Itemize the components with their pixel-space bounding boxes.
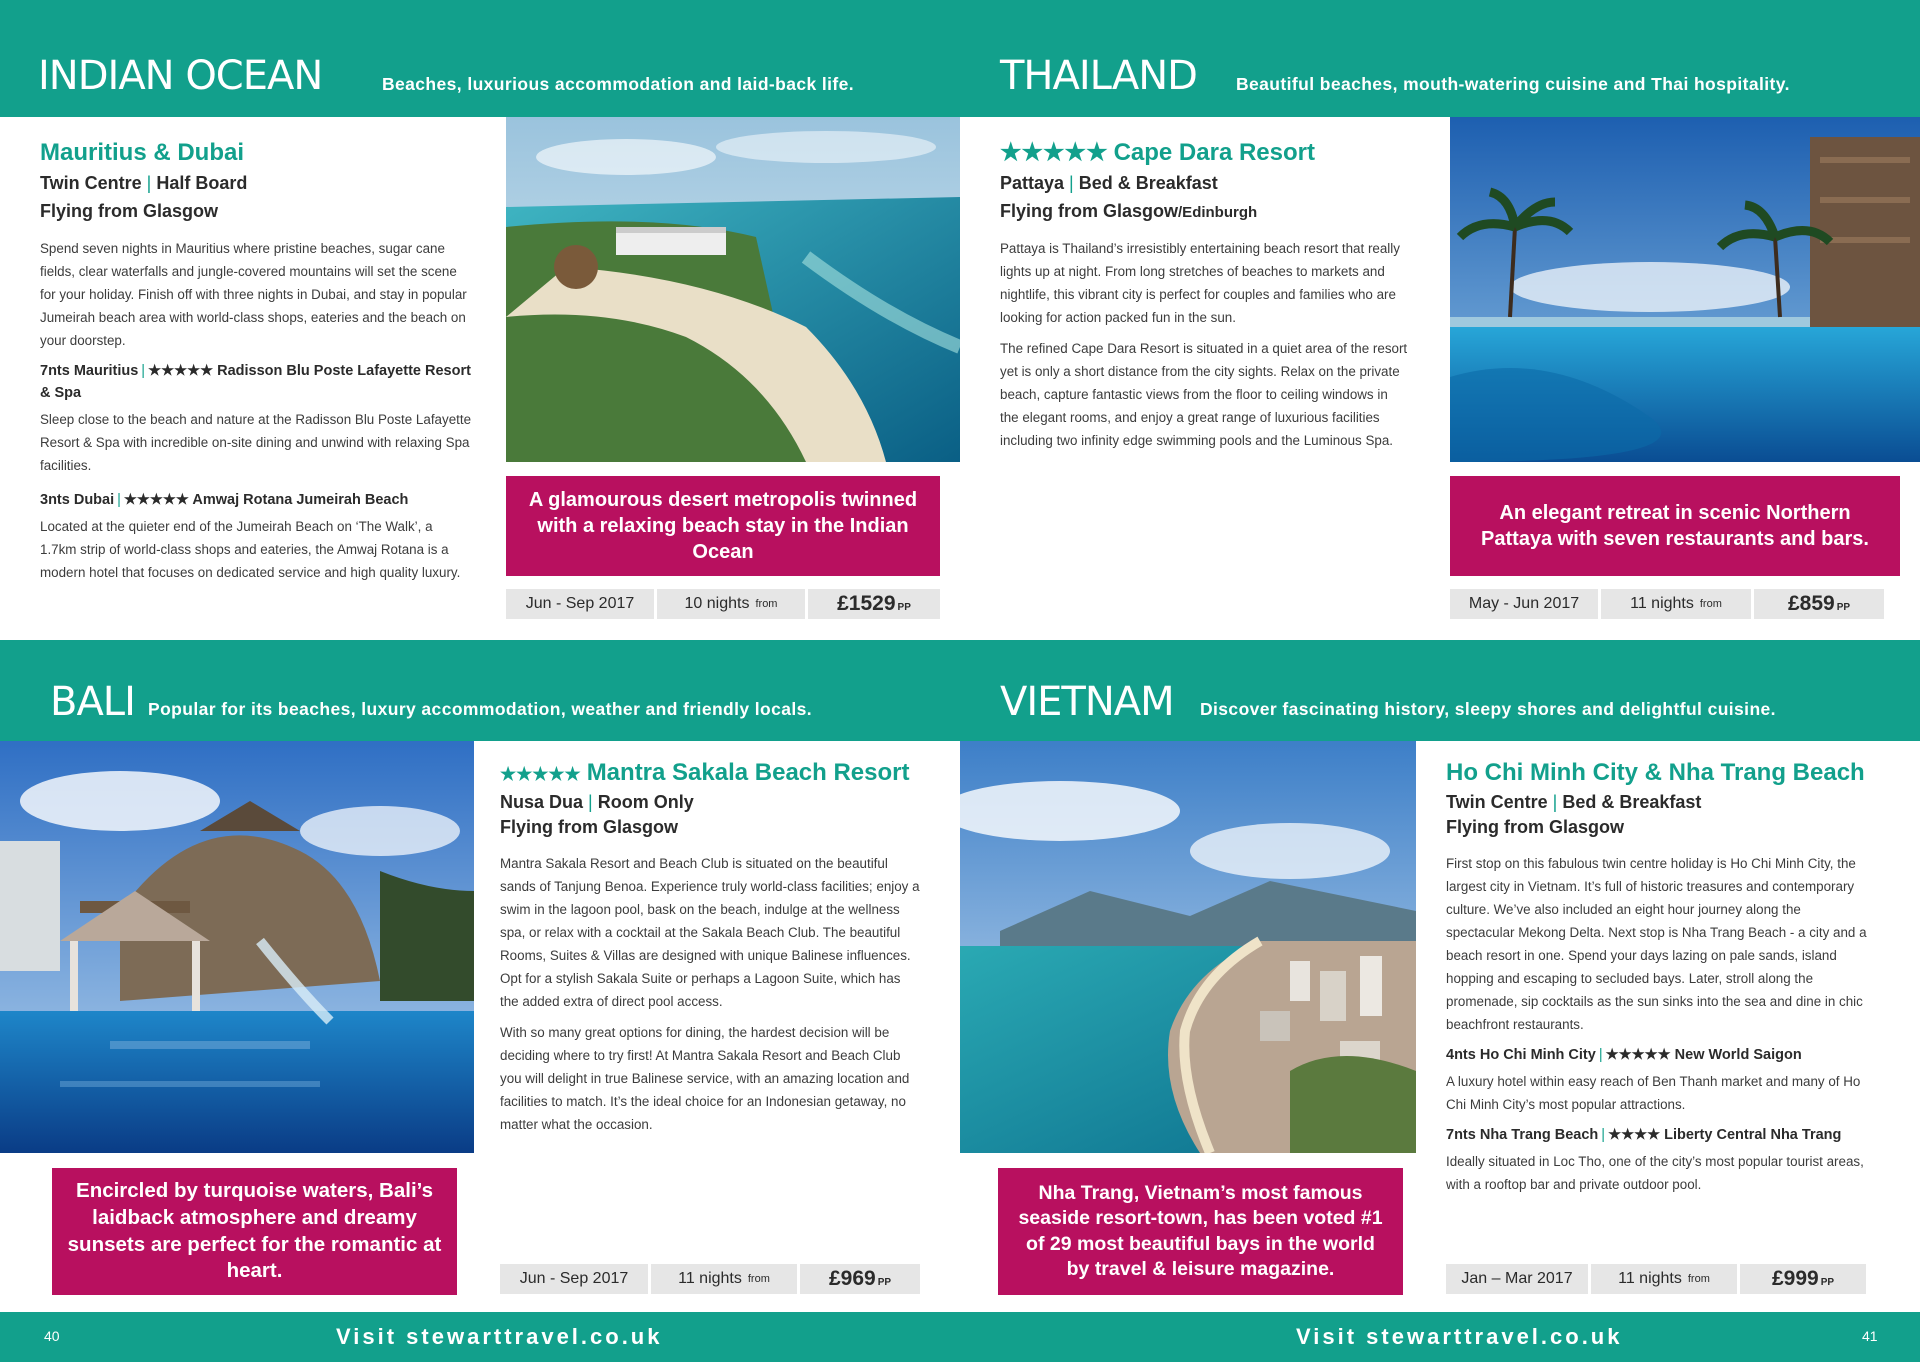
star-rating-icon: ★★★★★: [1605, 1047, 1671, 1063]
thailand-body: [1000, 237, 1410, 460]
stay-nights: 7nts Nha Trang Beach: [1446, 1127, 1599, 1143]
star-rating-icon: ★★★★★: [148, 363, 214, 379]
indian-ocean-title: INDIAN OCEAN: [38, 53, 323, 99]
thailand-para1: Pattaya is Thailand’s irresistibly entertaining beach resort that really lights up at night. From long stretches of beaches to markets and nightlife, this vibrant city is perfect for couples and families who are looking for action packed fun in the sun.: [1000, 241, 1400, 325]
vietnam-board-line: [1446, 793, 1701, 813]
bali-lagoon-pool-photo: [0, 741, 474, 1153]
vietnam-hotel-name: Ho Chi Minh City & Nha Trang Beach: [1446, 759, 1865, 786]
flying-from: Flying from Glasgow: [1000, 201, 1179, 221]
star-rating-icon: ★★★★★: [123, 492, 189, 508]
nights-count: 10 nights from: [657, 589, 805, 619]
price-per-person: £999 PP: [1740, 1264, 1866, 1294]
thailand-title: THAILAND: [1000, 53, 1197, 99]
bali-subtitle: Popular for its beaches, luxury accommodation, weather and friendly locals.: [148, 699, 813, 719]
thailand-board: Bed & Breakfast: [1078, 173, 1218, 193]
indian-ocean-subtitle: Beaches, luxurious accommodation and laid-back life.: [382, 74, 855, 94]
vietnam-subtitle: Discover fascinating history, sleepy shores and delightful cuisine.: [1200, 699, 1776, 719]
bali-flying: Flying from Glasgow: [500, 817, 679, 837]
travel-dates: Jan – Mar 2017: [1446, 1264, 1588, 1294]
hotel-name: Mantra Sakala Beach Resort: [586, 759, 910, 786]
indian-ocean-price-bar: [506, 589, 940, 619]
price-per-person: £969 PP: [800, 1264, 920, 1294]
bali-hotel-name: [500, 760, 910, 786]
star-rating-icon: ★★★★★: [1000, 139, 1108, 166]
nha-trang-bay-photo: [960, 741, 1416, 1153]
separator: |: [1601, 1127, 1606, 1143]
indian-ocean-stay2-heading: [40, 489, 472, 511]
indian-ocean-flying: Flying from Glasgow: [40, 201, 219, 221]
price-per-person: £859 PP: [1754, 589, 1884, 619]
stay-hotel: Amwaj Rotana Jumeirah Beach: [192, 492, 409, 508]
separator: |: [1069, 173, 1074, 193]
indian-ocean-board-line: [40, 174, 247, 194]
price-per-person: £1529 PP: [808, 589, 940, 619]
bali-para2: With so many great options for dining, the hardest decision will be deciding where to try first! At Mantra Sakala Resort and Beach Club you will delight in true Balinese service, with an amazing location and facilities to match. It’s the ideal choice for an Indonesian getaway, no matter what the occasion.: [500, 1025, 910, 1132]
vietnam-body: [1446, 852, 1870, 1204]
website-link-right[interactable]: Visit stewarttravel.co.uk: [1296, 1324, 1623, 1349]
thailand-para2: The refined Cape Dara Resort is situated in a quiet area of the resort yet is only a short distance from the city sights. Relax on the private beach, capture fantastic views from the floor to ceiling windows in the elegant rooms, and enjoy a great range of luxurious facilities including two infinity edge swimming pools and the Luminous Spa.: [1000, 341, 1408, 448]
flying-alt: /Edinburgh: [1178, 204, 1258, 221]
vietnam-trip-type: Twin Centre: [1446, 792, 1548, 812]
vietnam-stay2-heading: [1446, 1124, 1870, 1146]
separator: |: [1552, 792, 1558, 812]
vietnam-board: Bed & Breakfast: [1562, 792, 1702, 812]
thailand-price-bar: [1450, 589, 1900, 619]
indian-ocean-board: Half Board: [156, 173, 248, 193]
star-rating-icon: ★★★★★: [500, 764, 581, 784]
separator: |: [588, 792, 593, 812]
nights-count: 11 nights from: [1601, 589, 1751, 619]
indian-ocean-stay1-text: Sleep close to the beach and nature at the Radisson Blu Poste Lafayette Resort & Spa with incredible on-site dining and unwind with relaxing Spa facilities.: [40, 412, 472, 473]
thailand-subtitle: Beautiful beaches, mouth-watering cuisine and Thai hospitality.: [1236, 74, 1790, 94]
bali-para1: Mantra Sakala Resort and Beach Club is situated on the beautiful sands of Tanjung Benoa. Experience truly world-class facilities; enjoy a swim in the lagoon pool, bask on the beach, indulge at the wellness spa, or relax with a cocktail at the Sakala Beach Club. The beautiful Rooms, Suites & Villas are designed with unique Balinese influences. Opt for a stylish Sakala Suite or perhaps a Lagoon Suite, which has the added extra of direct pool access.: [500, 856, 920, 1009]
indian-ocean-trip-type: Twin Centre: [40, 173, 142, 193]
vietnam-stay1-heading: [1446, 1044, 1870, 1066]
separator: |: [1598, 1047, 1603, 1063]
nights-count: 11 nights from: [651, 1264, 797, 1294]
nights-count: 11 nights from: [1591, 1264, 1737, 1294]
hotel-name: Cape Dara Resort: [1113, 139, 1315, 166]
thailand-callout: An elegant retreat in scenic Northern Pattaya with seven restaurants and bars.: [1450, 476, 1900, 576]
thailand-hotel-name: [1000, 140, 1315, 166]
separator: |: [117, 492, 121, 508]
bali-header-band: [0, 640, 960, 741]
page-number-right: 41: [1862, 1328, 1878, 1344]
bali-callout: Encircled by turquoise waters, Bali’s laidback atmosphere and dreamy sunsets are perfect for the romantic at heart.: [52, 1168, 457, 1295]
mauritius-beach-photo: [506, 117, 960, 462]
thailand-flying: [1000, 202, 1257, 222]
bali-board-line: [500, 793, 694, 813]
indian-ocean-intro: Spend seven nights in Mauritius where pristine beaches, sugar cane fields, clear waterfalls and jungle-covered mountains will set the scene for your holiday. Finish off with three nights in Dubai, and stay in popular Jumeirah beach area with world-class shops, eateries and the beach on your doorstep.: [40, 241, 467, 348]
stay-hotel: Radisson Blu Poste Lafayette Resort & Spa: [40, 363, 471, 401]
separator: |: [146, 173, 152, 193]
travel-dates: Jun - Sep 2017: [500, 1264, 648, 1294]
indian-ocean-stay2-text: Located at the quieter end of the Jumeirah Beach on ‘The Walk’, a 1.7km strip of world-class shops and eateries, the Amwaj Rotana is a modern hotel that focuses on dedicated service and high quality luxury.: [40, 519, 461, 580]
indian-ocean-hotel-name: Mauritius & Dubai: [40, 139, 245, 166]
vietnam-callout: Nha Trang, Vietnam’s most famous seaside resort-town, has been voted #1 of 29 most beautiful bays in the world by travel & leisure magazine.: [998, 1168, 1403, 1295]
vietnam-stay1-text: A luxury hotel within easy reach of Ben Thanh market and many of Ho Chi Minh City’s most popular attractions.: [1446, 1074, 1861, 1112]
stay-hotel: New World Saigon: [1674, 1047, 1802, 1063]
vietnam-title: VIETNAM: [1000, 679, 1174, 725]
indian-ocean-callout: A glamourous desert metropolis twinned with a relaxing beach stay in the Indian Ocean: [506, 476, 940, 576]
stay-nights: 3nts Dubai: [40, 492, 115, 508]
thailand-location: Pattaya: [1000, 173, 1065, 193]
stay-nights: 7nts Mauritius: [40, 363, 139, 379]
separator: |: [141, 363, 146, 379]
vietnam-flying: Flying from Glasgow: [1446, 817, 1625, 837]
bali-title: BALI: [50, 679, 135, 725]
vietnam-intro: First stop on this fabulous twin centre holiday is Ho Chi Minh City, the largest city in Vietnam. It’s full of historic treasures and contemporary culture. We’ve also included an eight hour journey along the spectacular Mekong Delta. Next stop is Nha Trang Beach - a city and a beach resort in one. Spend your days lazing on pale sands, island hopping and escaping to secluded bays. Later, stroll along the promenade, sip cocktails as the sun sinks into the sea and dine in chic beachfront restaurants.: [1446, 856, 1867, 1032]
travel-dates: May - Jun 2017: [1450, 589, 1598, 619]
indian-ocean-body: [40, 237, 472, 592]
website-link-left[interactable]: Visit stewarttravel.co.uk: [336, 1324, 663, 1349]
bali-location: Nusa Dua: [500, 792, 584, 812]
star-rating-icon: ★★★★: [1608, 1127, 1661, 1143]
thailand-board-line: [1000, 174, 1218, 194]
indian-ocean-stay1-heading: [40, 360, 472, 404]
bali-body: [500, 852, 922, 1144]
bali-board: Room Only: [597, 792, 694, 812]
travel-dates: Jun - Sep 2017: [506, 589, 654, 619]
page-number-left: 40: [44, 1328, 60, 1344]
bali-price-bar: [500, 1264, 920, 1294]
cape-dara-pool-photo: [1450, 117, 1920, 462]
vietnam-price-bar: [1446, 1264, 1866, 1294]
stay-hotel: Liberty Central Nha Trang: [1664, 1127, 1842, 1143]
stay-nights: 4nts Ho Chi Minh City: [1446, 1047, 1596, 1063]
vietnam-stay2-text: Ideally situated in Loc Tho, one of the city’s most popular tourist areas, with a rooftop bar and private outdoor pool.: [1446, 1154, 1864, 1192]
